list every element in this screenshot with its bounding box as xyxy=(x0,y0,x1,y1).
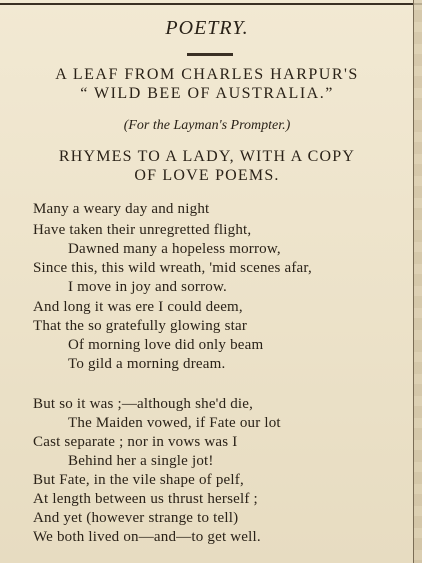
poem-line: And long it was ere I could deem, xyxy=(33,299,243,315)
poem-subtitle-line-1: RHYMES TO A LADY, WITH A COPY xyxy=(58,148,356,165)
adjacent-column-edge xyxy=(414,0,422,563)
byline: (For the Layman's Prompter.) xyxy=(123,118,291,133)
poem-line: Of morning love did only beam xyxy=(68,337,264,353)
poem-line: That the so gratefully glowing star xyxy=(33,318,248,334)
poem-subtitle-line-2: OF LOVE POEMS. xyxy=(134,167,280,184)
poem-line: Many a weary day and night xyxy=(33,201,210,217)
article-title-line-2: “ WILD BEE OF AUSTRALIA.” xyxy=(80,85,334,102)
article-title-line-1: A LEAF FROM CHARLES HARPUR'S xyxy=(55,66,359,83)
poem-subtitle xyxy=(0,147,414,185)
poem-line: Since this, this wild wreath, 'mid scenes afar, xyxy=(33,260,312,276)
heading-rule xyxy=(187,53,233,56)
poem-line: The Maiden vowed, if Fate our lot xyxy=(68,415,281,431)
poem-line: Cast separate ; nor in vows was I xyxy=(33,434,238,450)
poem-line: But so it was ;—although she'd die, xyxy=(33,396,254,412)
poem-line: At length between us thrust herself ; xyxy=(33,491,258,507)
article-title xyxy=(0,65,414,103)
poem-line: We both lived on—and—to get well. xyxy=(33,529,261,545)
poem-line: Behind her a single jot! xyxy=(68,453,214,469)
poem-line: Have taken their unregretted flight, xyxy=(33,222,252,238)
poem-line: But Fate, in the vile shape of pelf, xyxy=(33,472,244,488)
poem-line: Dawned many a hopeless morrow, xyxy=(68,241,281,257)
poem-line: And yet (however strange to tell) xyxy=(33,510,239,526)
top-rule xyxy=(0,3,422,5)
poem-line: To gild a morning dream. xyxy=(68,356,226,372)
poem-line: I move in joy and sorrow. xyxy=(68,279,227,295)
section-heading: POETRY. xyxy=(165,17,249,39)
